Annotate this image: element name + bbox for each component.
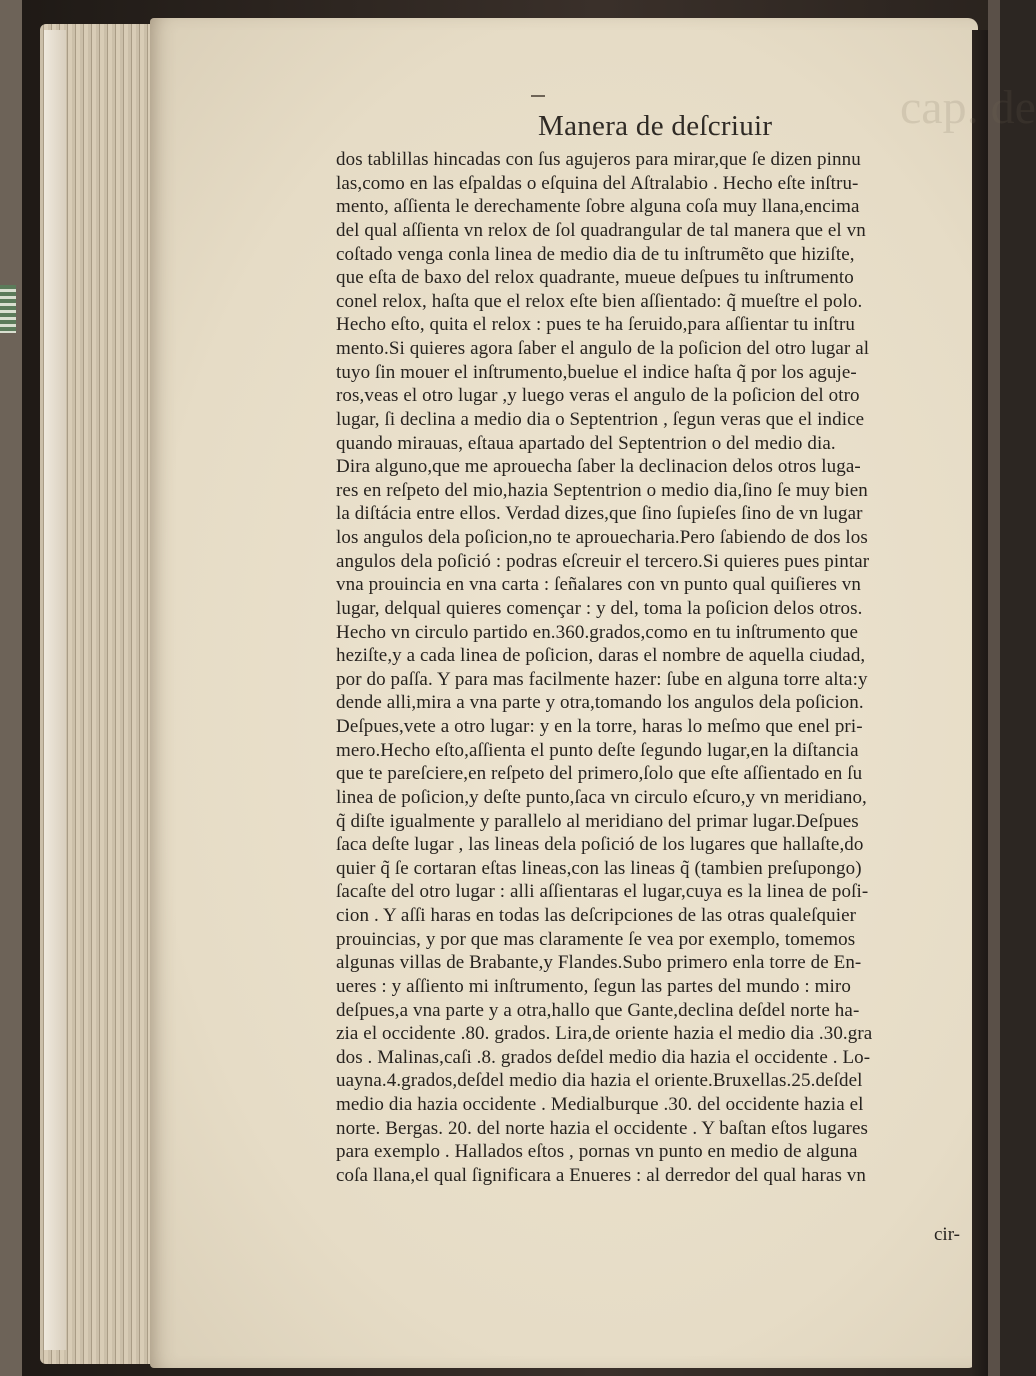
text-line: coſtado venga conla linea de medio dia de tu inſtrumẽto que hiziſte,	[336, 243, 855, 265]
body-text	[336, 148, 972, 1188]
text-line: que te pareſciere,en reſpeto del primero,ſolo que eſte aſſientado en ſu	[336, 763, 863, 785]
page-top-dash	[531, 95, 545, 97]
text-line: mento.Si quieres agora ſaber el angulo de la poſicion del otro lugar al	[336, 338, 870, 359]
text-line: Dira alguno,que me aprouecha ſaber la declinacion delos otros luga-	[336, 456, 861, 478]
text-line: medio dia hazia occidente . Medialburque .30. del occidente hazia el	[336, 1094, 864, 1115]
text-line: mento, aſſienta le derechamente ſobre alguna coſa muy llana,encima	[336, 196, 860, 218]
text-line: que eſta de baxo del relox quadrante, mueue deſpues tu inſtrumento	[336, 267, 854, 289]
text-line: conel relox, haſta que el relox eſte bien aſſientado: q̃ mueſtre el polo.	[336, 290, 863, 312]
text-line: lugar, ſi declina a medio dia o Septentrion , ſegun veras que el indice	[336, 408, 865, 430]
text-line: ſaca deſte lugar , las lineas dela poſició de los lugares que hallaſte,do	[336, 834, 864, 856]
text-line: deſpues,a vna parte y a otra,hallo que Gante,declina deſdel norte ha-	[336, 999, 860, 1021]
text-line: zia el occidente .80. grados. Lira,de oriente hazia el medio dia .30.gra	[336, 1023, 873, 1045]
text-line: ros,veas el otro lugar ,y luego veras el angulo de la poſicion del otro	[336, 385, 860, 407]
text-line: del qual aſſienta vn relox de ſol quadrangular de tal manera que el vn	[336, 219, 866, 241]
text-line: Hecho vn circulo partido en.360.grados,como en tu inſtrumento que	[336, 621, 859, 643]
text-line: dos . Malinas,caſi .8. grados deſdel medio dia hazia el occidente . Lo-	[336, 1046, 871, 1068]
text-line: Deſpues,vete a otro lugar: y en la torre, haras lo meſmo que enel pri-	[336, 716, 863, 737]
text-line: por do paſſa. Y para mas facilmente hazer: ſube en alguna torre alta:y	[336, 668, 868, 690]
text-line: las,como en las eſpaldas o eſquina del Aſtralabio . Hecho eſte inſtru-	[336, 172, 859, 194]
text-line: angulos dela poſició : podras eſcreuir el tercero.Si quieres pues pintar	[336, 550, 870, 572]
text-line: lugar, delqual quieres començar : y del, toma la poſicion delos otros.	[336, 597, 863, 619]
text-line: prouincias, y por que mas claramente ſe vea por exemplo, tomemos	[336, 928, 856, 950]
text-line: quando mirauas, eſtaua apartado del Septentrion o del medio dia.	[336, 432, 836, 454]
text-line: linea de poſicion,y deſte punto,ſaca vn circulo eſcuro,y vn meridiano,	[336, 786, 867, 808]
text-line: mero.Hecho eſto,aſſienta el punto deſte ſegundo lugar,en la diſtancia	[336, 739, 859, 761]
text-line: algunas villas de Brabante,y Flandes.Subo primero enla torre de En-	[336, 952, 862, 974]
text-line: Hecho eſto, quita el relox : pues te ha ſeruido,para aſſientar tu inſtru	[336, 314, 855, 336]
text-line: heziſte,y a cada linea de poſicion, daras el nombre de aquella ciudad,	[336, 645, 866, 667]
text-line: para exemplo . Hallados eſtos , pornas vn punto en medio de alguna	[336, 1141, 858, 1163]
text-line: coſa llana,el qual ſignificara a Enueres : al derredor del qual haras vn	[336, 1164, 866, 1186]
text-line: res en reſpeto del mio,hazia Septentrion o medio dia,ſino ſe muy bien	[336, 479, 868, 501]
text-line: dos tablillas hincadas con ſus agujeros para mirar,que ſe dizen pinnu	[336, 149, 861, 170]
text-line: norte. Bergas. 20. del norte hazia el occidente . Y baſtan eſtos lugares	[336, 1117, 868, 1139]
text-line: ſacaſte del otro lugar : alli aſſientaras el lugar,cuya es la linea de poſi-	[336, 881, 869, 903]
text-line: cion . Y aſſi haras en todas las deſcripciones de las otras qualeſquier	[336, 905, 857, 926]
text-line: la diſtácia entre ellos. Verdad dizes,que ſino ſupieſes ſino de vn lugar	[336, 503, 863, 525]
running-head: Manera de deſcriuir	[538, 110, 773, 142]
text-line: dende alli,mira a vna parte y otra,tomando los angulos dela poſicion.	[336, 692, 864, 714]
text-line: q̃ diſte igualmente y parallelo al meridiano del primar lugar.Deſpues	[336, 810, 859, 832]
text-line: ueres : y aſſiento mi inſtrumento, ſegun las partes del mundo : miro	[336, 975, 851, 997]
text-line: quier q̃ ſe cortaran eſtas lineas,con las lineas q̃ (tambien preſupongo)	[336, 857, 862, 879]
catchword: cir-	[934, 1224, 960, 1245]
show-through-text: cap. de	[900, 81, 1036, 134]
text-line: los angulos dela poſicion,no te aprouecharia.Pero ſabiendo de dos los	[336, 527, 868, 548]
text-line: vna prouincia en vna carta : ſeñalares con vn punto qual quiſieres vn	[336, 574, 861, 596]
text-line: uayna.4.grados,deſdel medio dia hazia el oriente.Bruxellas.25.deſdel	[336, 1070, 863, 1092]
text-line: tuyo ſin mouer el inſtrumento,buelue el indice haſta q̃ por los aguje-	[336, 361, 857, 383]
